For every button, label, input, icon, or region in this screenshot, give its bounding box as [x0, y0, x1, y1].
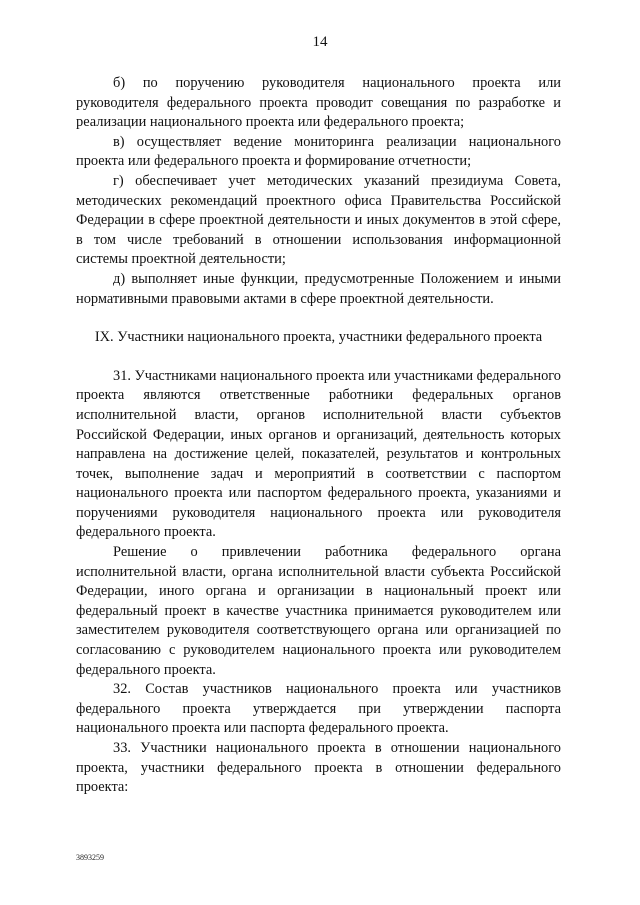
paragraph-g: г) обеспечивает учет методических указаний президиума Совета, методических рекомендаций проектного офиса Правительства Российской Федерации в сфере проектной деятельности и иных документов в этой сфере, в том числе требований в отношении использования информационной системы проектной деятельности;	[76, 172, 561, 268]
paragraph-32: 32. Состав участников национального проекта или участников федерального проекта утверждается при утверждении паспорта национального проекта или паспорта федерального проекта.	[76, 681, 561, 737]
section-heading: IX. Участники национального проекта, участники федерального проекта	[94, 329, 543, 346]
page-number: 14	[312, 34, 328, 50]
document-body	[76, 74, 561, 798]
paragraph-31-decision: Решение о привлечении работника федерального органа исполнительной власти, органа исполнительной власти субъекта Российской Федерации, иного органа и организации в национальный проект или федеральный проект в качестве участника принимается руководителем или заместителем руководителя соответствующего органа или организацией по согласованию с руководителем национального проекта или руководителем федерального проекта.	[76, 544, 561, 678]
paragraph-b: б) по поручению руководителя национального проекта или руководителя федерального проекта проводит совещания по разработке и реализации национального проекта или федерального проекта;	[76, 75, 561, 131]
paragraph-31: 31. Участниками национального проекта или участниками федерального проекта являются ответственные работники федеральных органов исполнительной власти, органов исполнительной власти субъектов Российской Федерации, иных органов и организаций, деятельность которых направлена на достижение целей, показателей, результатов и контрольных точек, выполнение задач и мероприятий в соответствии с паспортом национального проекта или паспортом федерального проекта, указаниями и поручениями руководителя национального проекта или руководителя федерального проекта.	[76, 367, 561, 541]
paragraph-v: в) осуществляет ведение мониторинга реализации национального проекта или федерального проекта и формирование отчетности;	[76, 133, 561, 170]
paragraph-d: д) выполняет иные функции, предусмотренные Положением и иными нормативными правовыми актами в сфере проектной деятельности.	[76, 270, 561, 307]
document-code: 3893259	[76, 853, 104, 862]
paragraph-33: 33. Участники национального проекта в отношении национального проекта, участники федерального проекта в отношении федерального проекта:	[76, 740, 561, 796]
